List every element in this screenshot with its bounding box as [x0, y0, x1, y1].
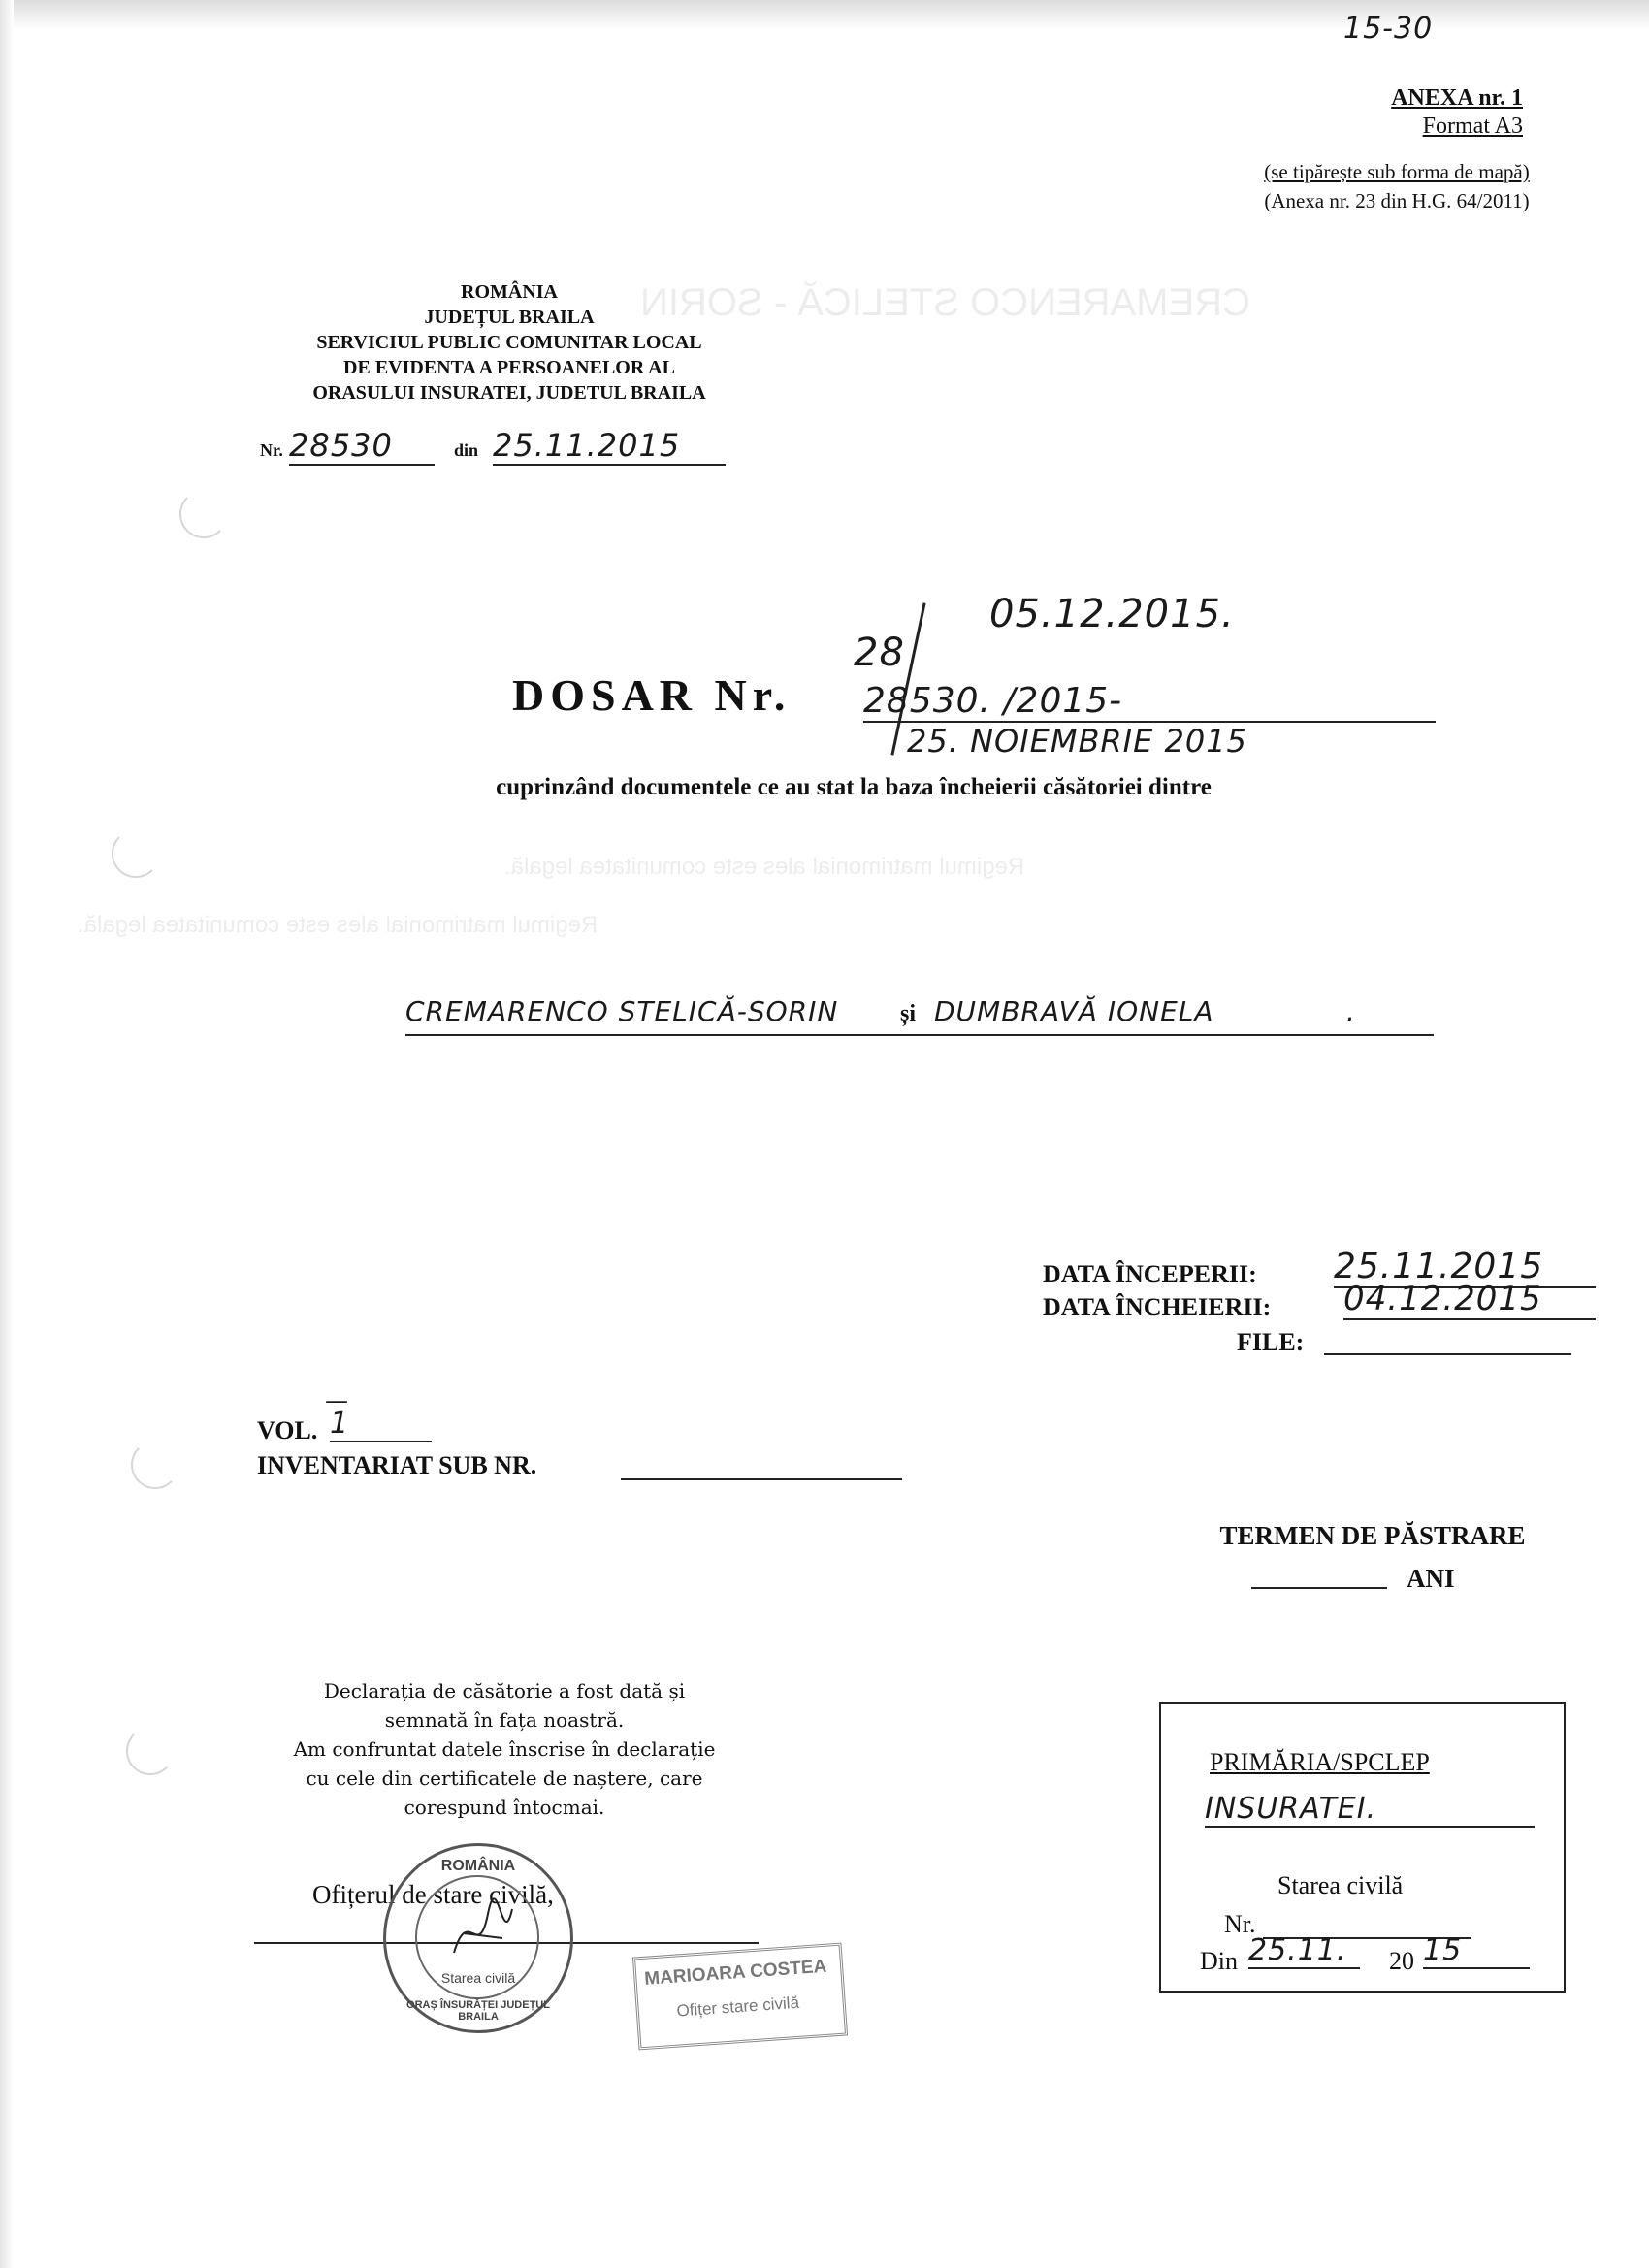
anexa-block — [1232, 85, 1523, 140]
bleed-through-text: Regimul matrimonial ales este comunitatea legală. — [78, 912, 598, 938]
registry-nr-label: Nr. — [1224, 1910, 1256, 1938]
dosar-top-number: 28 — [854, 631, 905, 675]
registry-box — [1159, 1702, 1566, 1993]
registry-din-label: Din — [1200, 1947, 1238, 1975]
declaration-text — [262, 1676, 747, 1822]
start-date-label: DATA ÎNCEPERII: — [1043, 1260, 1257, 1288]
dosar-number: 28530. /2015- — [863, 681, 1436, 723]
institution-service: SERVICIUL PUBLIC COMUNITAR LOCAL — [316, 332, 702, 353]
registration-number: 28530 — [289, 427, 435, 466]
institution-county: JUDEȚUL BRAILA — [424, 307, 595, 328]
retention-unit: ANI — [1406, 1564, 1455, 1593]
retention-years — [1251, 1558, 1542, 1593]
registry-year-prefix: 20 — [1389, 1947, 1414, 1975]
nr-label: Nr. — [260, 440, 283, 460]
seal-ring-text: ORAȘ ÎNSURĂȚEI JUDEȚUL BRAILA — [406, 1999, 550, 2023]
volume-label: VOL. — [257, 1416, 318, 1444]
bleed-through-text: CREMARENCO STELICĂ - SORIN — [640, 281, 1250, 324]
volume-value: 1 — [330, 1407, 432, 1442]
declaration-line-2: semnată în fața noastră. — [384, 1708, 625, 1732]
anexa-note: (se tipărește sub forma de mapă) — [1264, 160, 1530, 183]
registration-date: 25.11.2015 — [493, 427, 726, 466]
institution-header — [247, 279, 771, 405]
declaration-line-4: cu cele din certificatele de naștere, care — [306, 1766, 703, 1790]
institution-registration — [260, 427, 764, 468]
officer-stamp-name: MARIOARA COSTEA — [643, 1956, 827, 1990]
parties-line — [405, 988, 1434, 1036]
parties-trailing-dot: . — [1346, 995, 1356, 1027]
retention-years-line — [1251, 1558, 1387, 1589]
registry-title: PRIMĂRIA/SPCLEP — [1210, 1748, 1430, 1776]
anexa-ref: (Anexa nr. 23 din H.G. 64/2011) — [1264, 189, 1530, 212]
file-count-label: FILE: — [1237, 1328, 1305, 1356]
scan-left-edge — [0, 0, 14, 2268]
spouse-1-name: CREMARENCO STELICĂ-SORIN — [405, 995, 839, 1027]
registry-din-value: 25.11. — [1248, 1933, 1360, 1969]
registry-year-value: 15 — [1423, 1933, 1530, 1969]
punch-hole — [131, 1445, 176, 1490]
dosar-label: DOSAR Nr. — [512, 670, 792, 720]
seal-top-text: ROMÂNIA — [440, 1858, 516, 1874]
punch-hole — [179, 490, 228, 538]
declaration-line-1: Declarația de căsătorie a fost dată și — [323, 1679, 686, 1702]
volume-block — [257, 1387, 917, 1494]
declaration-line-5: corespund întocmai. — [404, 1796, 605, 1819]
institution-country: ROMÂNIA — [461, 281, 558, 303]
round-seal-stamp — [383, 1843, 573, 2033]
dosar-caption: cuprinzând documentele ce au stat la baza încheierii căsătoriei dintre — [496, 774, 1212, 800]
dosar-top-date: 05.12.2015. — [989, 592, 1235, 636]
officer-name-stamp — [632, 1943, 848, 2051]
file-count-line — [1324, 1330, 1571, 1355]
registry-section: Starea civilă — [1277, 1871, 1404, 1899]
institution-city: ORASULUI INSURATEI, JUDETUL BRAILA — [312, 382, 706, 404]
end-date-value: 04.12.2015 — [1343, 1280, 1596, 1320]
retention-title: TERMEN DE PĂSTRARE — [1219, 1521, 1526, 1550]
officer-label: Ofițerul de stare civilă, — [312, 1880, 554, 1909]
punch-hole — [112, 829, 160, 878]
dosar-date: 25. NOIEMBRIE 2015 — [907, 723, 1247, 760]
dates-block — [1043, 1247, 1605, 1373]
anexa-notes — [1198, 157, 1596, 215]
start-date-value: 25.11.2015 — [1334, 1247, 1596, 1288]
parties-conjunction: și — [900, 1001, 917, 1026]
officer-stamp-title: Ofițer stare civilă — [675, 1993, 800, 2021]
spouse-2-name: DUMBRAVĂ IONELA — [934, 995, 1214, 1027]
registry-place: INSURATEI. — [1205, 1792, 1535, 1828]
anexa-title: ANEXA nr. 1 — [1391, 85, 1523, 111]
volume-overline: — — [325, 1387, 349, 1414]
signature-scribble — [444, 1895, 522, 1972]
institution-service-2: DE EVIDENTA A PERSOANELOR AL — [343, 357, 675, 378]
punch-hole — [126, 1727, 175, 1775]
bleed-through-text: Regimul matrimonial ales este comunitatea legală. — [504, 854, 1025, 880]
end-date-label: DATA ÎNCHEIERII: — [1043, 1293, 1272, 1321]
anexa-format: Format A3 — [1422, 113, 1523, 139]
inventory-label: INVENTARIAT SUB NR. — [257, 1451, 537, 1479]
inventory-line — [621, 1451, 902, 1480]
seal-center-text: Starea civilă — [440, 1970, 516, 1986]
din-label: din — [454, 440, 479, 460]
declaration-line-3: Am confruntat datele înscrise în declarație — [293, 1737, 716, 1761]
corner-handwritten-note: 15-30 — [1343, 12, 1434, 46]
